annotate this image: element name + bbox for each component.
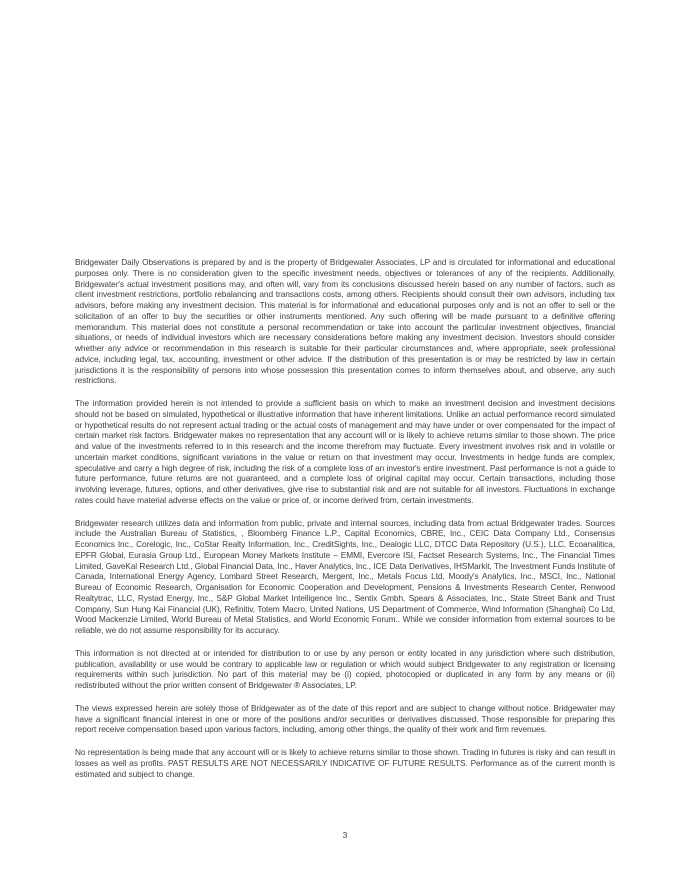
disclaimer-paragraph-1: Bridgewater Daily Observations is prepared by and is the property of Bridgewater Associates, LP and is circulated for informational and educational purposes only. There is no consideration given to the specific investment needs, objectives or tolerances of any of the recipients. Additionally, Bridgewater's actual investment positions may, and often will, vary from its conclusions discussed herein based on any number of factors, such as client investment restrictions, portfolio rebalancing and transactions costs, among others. Recipients should consult their own advisors, including tax advisors, before making any investment decision. This material is for informational and educational purposes only and is not an offer to sell or the solicitation of an offer to buy the securities or other instruments mentioned. Any such offering will be made pursuant to a definitive offering memorandum. This material does not constitute a personal recommendation or take into account the particular investment objectives, financial situations, or needs of individual investors which are necessary considerations before making any investment decision. Investors should consider whether any advice or recommendation in this research is suitable for their particular circumstances and, where appropriate, seek professional advice, including legal, tax, accounting, investment or other advice. If the distribution of this presentation is or may be restricted by law in certain jurisdictions it is the responsibility of persons into whose possession this presentation comes to inform themselves about, and observe, any such restrictions.: [75, 257, 615, 386]
disclaimer-paragraph-5: The views expressed herein are solely those of Bridgewater as of the date of this report and are subject to change without notice. Bridgewater may have a significant financial interest in one or more of the positions and/or securities or derivatives discussed. Those responsible for preparing this report receive compensation based upon various factors, including, among other things, the quality of their work and firm revenues.: [75, 702, 615, 735]
disclaimer-paragraph-4: This information is not directed at or intended for distribution to or use by any person or entity located in any jurisdiction where such distribution, publication, availability or use would be contrary to applicable law or regulation or which would subject Bridgewater to any registration or licensing requirements within such jurisdiction. No part of this material may be (i) copied, photocopied or duplicated in any form by any means or (ii) redistributed without the prior written consent of Bridgewater ® Associates, LP.: [75, 647, 615, 690]
disclaimer-paragraph-6: No representation is being made that any account will or is likely to achieve returns similar to those shown. Trading in futures is risky and can result in losses as well as profits. PAST RESULTS ARE NOT NECESSARILY INDICATIVE OF FUTURE RESULTS. Performance as of the current month is estimated and subject to change.: [75, 747, 615, 779]
disclaimer-paragraph-3: Bridgewater research utilizes data and information from public, private and internal sources, including data from actual Bridgewater trades. Sources include the Australian Bureau of Statistics, , Bloomberg Finance L.P., Capital Economics, CBRE, Inc., CEIC Data Company Ltd., Consensus Economics Inc., Corelogic, Inc., CoStar Realty Information, Inc., CreditSights, Inc., Dealogic LLC, DTCC Data Repository (U.S.), LLC, Ecoanalitica, EPFR Global, Eurasia Group Ltd., European Money Markets Institute – EMMI, Evercore ISI, Factset Research Systems, Inc., The Financial Times Limited, GaveKal Research Ltd., Global Financial Data, Inc., Haver Analytics, Inc., ICE Data Derivatives, IHSMarkit, The Investment Funds Institute of Canada, International Energy Agency, Lombard Street Research, Mergent, Inc., Metals Focus Ltd, Moody's Analytics, Inc., MSCI, Inc., National Bureau of Economic Research, Organisation for Economic Cooperation and Development, Pensions & Investments Research Center, Renwood Realtytrac, LLC, Rystad Energy, Inc., S&P Global Market Intelligence Inc., Sentix Gmbh, Spears & Associates, Inc., State Street Bank and Trust Company, Sun Hung Kai Financial (UK), Refinitiv, Totem Macro, United Nations, US Department of Commerce, Wind Information (Shanghai) Co Ltd, Wood Mackenzie Limited, World Bureau of Metal Statistics, and World Economic Forum.. While we consider information from external sources to be reliable, we do not assume responsibility for its accuracy.: [75, 517, 615, 635]
page-number: 3: [342, 830, 348, 840]
disclaimer-paragraph-2: The information provided herein is not intended to provide a sufficient basis on which to make an investment decision and investment decisions should not be based on simulated, hypothetical or illustrative information that have inherent limitations. Unlike an actual performance record simulated or hypothetical results do not represent actual trading or the actual costs of management and may have under or over compensated for the impact of certain market risk factors. Bridgewater makes no representation that any account will or is likely to achieve returns similar to those shown. The price and value of the investments referred to in this research and the income therefrom may fluctuate. Every investment involves risk and in volatile or uncertain market conditions, significant variations in the value or return on that investment may occur. Investments in hedge funds are complex, speculative and carry a high degree of risk, including the risk of a complete loss of an investor's entire investment. Past performance is not a guide to future performance, future returns are not guaranteed, and a complete loss of original capital may occur. Certain transactions, including those involving leverage, futures, options, and other derivatives, give rise to substantial risk and are not suitable for all investors. Fluctuations in exchange rates could have material adverse effects on the value or price of, or income derived from, certain investments.: [75, 398, 615, 505]
disclaimer-text-block: [75, 257, 615, 791]
